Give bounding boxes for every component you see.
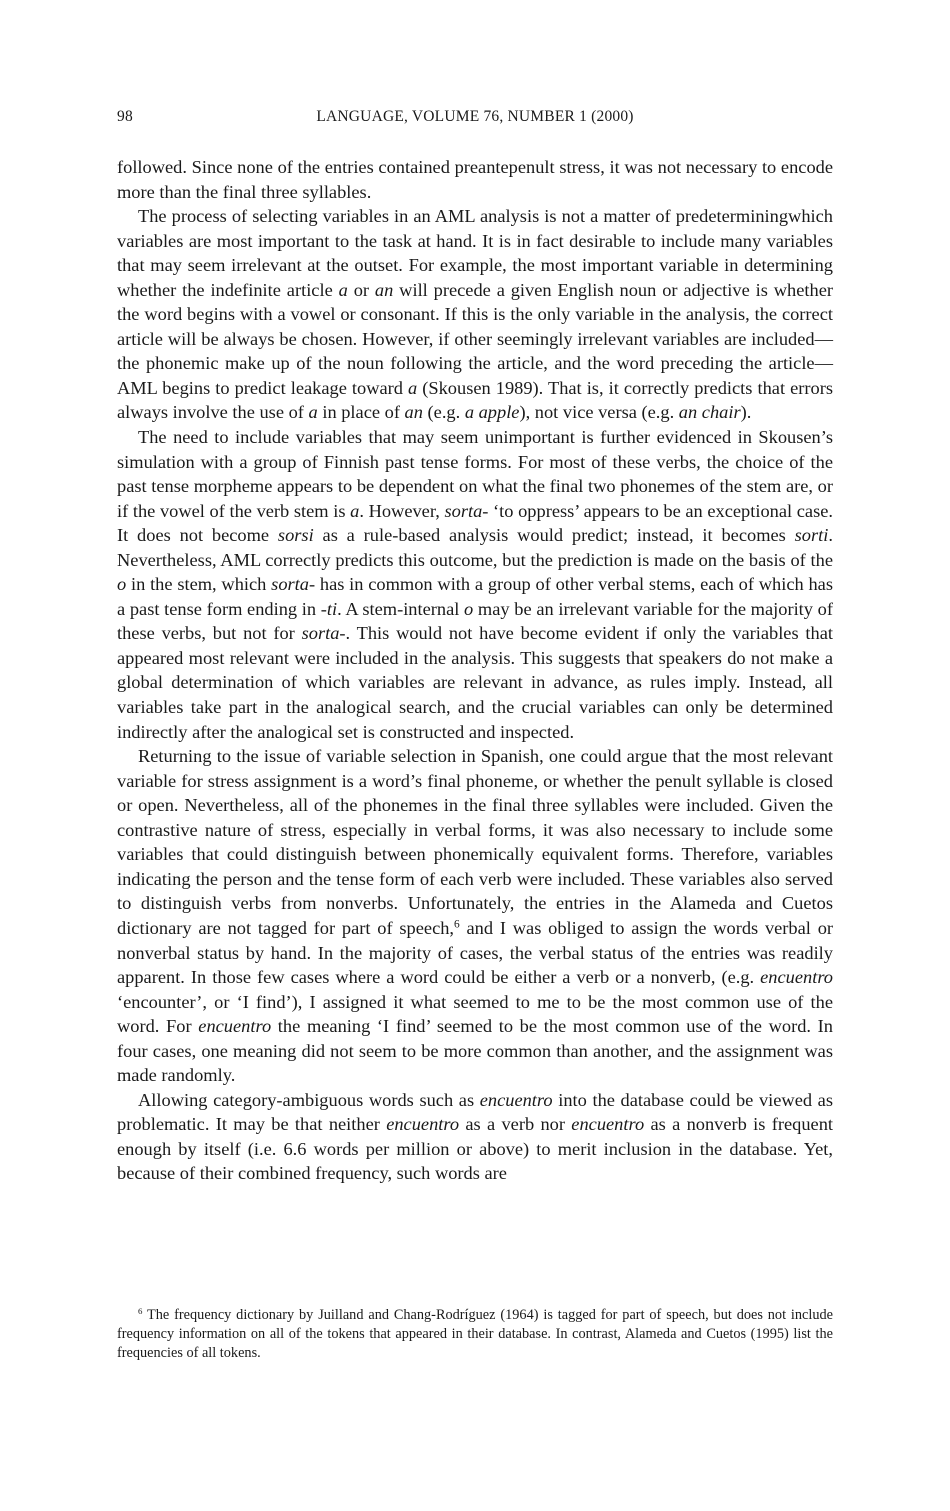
italic-term: -ti <box>320 598 338 619</box>
body-text <box>117 155 833 1186</box>
text-run: The process of selecting variables in an AML analysis is not a matter of predeterminingwhich variables are most important to the task at hand. It is in fact desirable to include many variables that may seem irrelevant at the outset. For example, the most important variable in determining whether the indefinite article <box>117 206 833 300</box>
running-head-title: LANGUAGE, VOLUME 76, NUMBER 1 (2000) <box>316 108 634 125</box>
text-run: has in common with a group of other verbal stems, each of which has a past tense form ending in <box>117 574 833 619</box>
italic-term: o <box>117 574 127 595</box>
paragraph-continued <box>117 155 833 204</box>
footnote-area <box>117 1306 833 1363</box>
italic-term: sorta- <box>271 574 316 595</box>
text-run: as a nonverb is frequent enough by itself (i.e. 6.6 words per million or above) to merit inclusion in the database. Yet, because of their combined frequency, such words are <box>117 1114 833 1184</box>
italic-term: an chair <box>678 402 741 423</box>
text-run: followed. Since none of the entries contained preantepenult stress, it was not necessary to encode more than the final three syllables. <box>117 157 833 202</box>
text-run: and I was obliged to assign the words verbal or nonverbal status by hand. In the majority of cases, the verbal status of the entries was readily apparent. In those few cases where a word could be either a verb or a nonverb, (e.g. <box>117 917 834 988</box>
paragraph-spanish-variables <box>117 744 833 1088</box>
italic-term: encuentro <box>571 1114 645 1135</box>
footnote-marker: 6 <box>454 918 460 931</box>
running-header <box>117 108 833 132</box>
text-run: (e.g. <box>422 402 465 423</box>
text-run: (Skousen 1989). That is, it correctly predicts that errors always involve the use of <box>117 377 833 423</box>
italic-term: a apple <box>464 402 520 423</box>
text-run: the meaning ‘I find’ seemed to be the most common use of the word. In four cases, one meaning did not seem to be more common than another, and the assignment was made randomly. <box>117 1016 833 1086</box>
italic-term: sorti <box>794 525 829 546</box>
italic-term: sorta- <box>444 500 489 521</box>
italic-term: sorta- <box>301 623 346 644</box>
paragraph-category-ambiguous <box>117 1088 833 1186</box>
italic-term: encuentro <box>760 967 833 988</box>
text-run: in the stem, which <box>126 574 272 595</box>
text-run: . This would not have become evident if only the variables that appeared most relevant were included in the analysis. This suggests that speakers do not make a global determination of which variables are relevant in advance, as rules imply. Instead, all variables take part in the analogical search, and the crucial variables can only be determined indirectly after the analogical set is constructed and inspected. <box>117 623 833 742</box>
text-run: ). <box>740 402 752 423</box>
page-number: 98 <box>117 108 133 125</box>
italic-term: a <box>338 279 348 300</box>
italic-term: an <box>404 402 423 423</box>
text-run: may be an irrelevant variable for the majority of these verbs, but not for <box>117 598 833 644</box>
italic-term: an <box>374 279 394 300</box>
italic-term: a <box>408 377 418 398</box>
italic-term: encuentro <box>386 1114 460 1135</box>
footnote-marker: 6 <box>138 1306 143 1317</box>
text-run: Returning to the issue of variable selection in Spanish, one could argue that the most relevant variable for stress assignment is a word’s final phoneme, or whether the penult syllable is closed or open. Nevertheless, all of the phonemes in the final three syllables were included. Given the contrastive nature of stress, especially in verbal forms, it was also necessary to include some variables that could distinguish between phonemically equivalent forms. Therefore, variables indicating the person and the tense form of each verb were included. These variables also served to distinguish verbs from nonverbs. Unfortunately, the entries in the Alameda and Cuetos dictionary are not tagged for part of speech, <box>117 746 833 938</box>
text-run: or <box>347 279 375 300</box>
text-run: into the database could be viewed as problematic. It may be that neither <box>117 1089 833 1135</box>
text-run: The frequency dictionary by Juilland and Chang-Rodríguez (1964) is tagged for part of speech, but does not include frequency information on all of the tokens that appeared in their database. In contrast, Alameda and Cuetos (1995) list the frequencies of all tokens. <box>117 1307 833 1361</box>
italic-term: a <box>308 402 318 423</box>
text-run: Allowing category-ambiguous words such as <box>138 1089 480 1110</box>
text-run: The need to include variables that may seem unimportant is further evidenced in Skousen’s simulation with a group of Finnish past tense forms. For most of these verbs, the choice of the past tense morpheme appears to be dependent on what the final two phonemes of the stem are, or if the vowel of the verb stem is <box>117 427 833 521</box>
paragraph-finnish-simulation <box>117 425 833 744</box>
text-run: ), not vice versa (e.g. <box>519 402 679 423</box>
italic-term: encuentro <box>198 1016 272 1037</box>
text-run: as a verb nor <box>459 1114 572 1135</box>
text-run: in place of <box>317 402 405 423</box>
italic-term: encuentro <box>479 1089 553 1110</box>
text-run: ‘to oppress’ appears to be an exceptional case. It does not become <box>117 500 833 546</box>
italic-term: a <box>350 500 360 521</box>
text-run: will precede a given English noun or adjective is whether the word begins with a vowel or consonant. If this is the only variable in the analysis, the correct article will be always be chosen. However, if other seemingly irrelevant variables are included—the phonemic make up of the noun following the article, and the word preceding the article—AML begins to predict leakage toward <box>117 279 834 398</box>
italic-term: o <box>464 598 474 619</box>
text-run: ‘encounter’, or ‘I find’), I assigned it what seemed to me to be the most common use of the word. For <box>117 991 833 1037</box>
text-run: as a rule-based analysis would predict; instead, it becomes <box>313 525 795 546</box>
text-run: . A stem-internal <box>337 598 465 619</box>
text-run: . Nevertheless, AML correctly predicts this outcome, but the prediction is made on the basis of the <box>117 525 833 570</box>
text-run: . However, <box>359 500 445 521</box>
footnote-6 <box>117 1306 833 1363</box>
italic-term: sorsi <box>277 525 314 546</box>
paragraph-variable-selection <box>117 204 833 425</box>
